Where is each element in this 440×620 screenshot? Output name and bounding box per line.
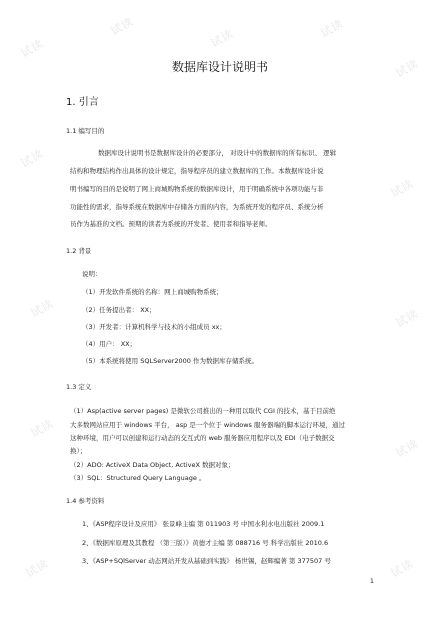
- definition-line: （3）SQL：Structured Query Language 。: [70, 474, 206, 482]
- watermark: 试读: [18, 146, 46, 171]
- watermark: 试读: [388, 176, 416, 201]
- reference-item: 2、《数据库原理及其教程 （第三版）》黄德才主编 第 088716 号 科学出版社 2010.6: [82, 539, 329, 547]
- background-item: （4）用户： XX；: [82, 340, 137, 348]
- definition-line: （1）Asp(active server pages) 是微软公司推出的一种用以取代 CGI 的技术，基于目前绝: [70, 407, 336, 415]
- paragraph-line: 员作为基准的文档。预期的读者为系统的开发者、使用者和指导老师。: [70, 220, 272, 228]
- watermark: 试读: [28, 416, 56, 441]
- watermark: 试读: [318, 16, 346, 41]
- background-intro: 说明：: [82, 270, 102, 278]
- page-number: 1: [369, 577, 374, 585]
- paragraph-line: 明书编写的目的是说明了网上商城购物系统的数据库设计，用于明确系统中各项功能与非: [70, 185, 324, 193]
- background-item: （3）开发者：计算机科学与技术的小组成员 xx；: [82, 323, 226, 331]
- definition-line: 换）；: [70, 447, 87, 455]
- paragraph-line: 结构和物理结构作出具体的设计规定，指导程序员的建立数据库的工作。本数据库设计说: [70, 167, 324, 175]
- definition-line: （2）ADO: ActiveX Data Object, ActiveX 数据对象；: [70, 461, 235, 469]
- watermark: 试读: [18, 36, 46, 61]
- paragraph-line: 数据库设计说明书是数据库设计的必要部分， 对设计中的数据库的所有标识、 逻辑: [98, 149, 337, 157]
- watermark: 试读: [393, 306, 421, 331]
- watermark: 试读: [23, 556, 51, 581]
- background-item: （2）任务提出者： XX；: [82, 306, 156, 314]
- section-heading-references: 1.4 参考资料: [66, 497, 105, 505]
- watermark: 试读: [208, 26, 236, 51]
- section-heading-introduction: 1. 引言: [66, 97, 99, 108]
- watermark: 试读: [28, 296, 56, 321]
- watermark: 试读: [108, 14, 136, 39]
- background-item: （5）本系统将使用 SQLServer2000 作为数据库存储系统。: [82, 357, 258, 365]
- document-title: 数据库设计说明书: [171, 60, 268, 74]
- section-heading-definitions: 1.3 定义: [66, 383, 92, 391]
- section-heading-purpose: 1.1 编写目的: [66, 127, 105, 135]
- watermark: 试读: [393, 436, 421, 461]
- reference-item: 3、《ASP+SQlServer 动态网站开发从基础到实践》 杨世锡，赵辉编著 第 377507 号: [82, 557, 331, 565]
- definition-line: 大多数网站应用于 windows 平台， asp 是一个位于 windows 服务器端的脚本运行环境，通过: [70, 421, 345, 429]
- reference-item: 1、《ASP程序设计及应用》 张景峰主编 第 011903 号 中国水利水电出版社 2009.1: [82, 520, 325, 528]
- paragraph-line: 功能性的需求，指导系统在数据库中存储各方面的内容，为系统开发的程序员、系统分析: [70, 203, 324, 211]
- watermark: 试读: [393, 56, 421, 81]
- definition-line: 这种环境，用户可以创建和运行动态的交互式的 web 服务器应用程序以及 EDI（电子数据交: [70, 434, 335, 442]
- section-heading-background: 1.2 背景: [66, 247, 92, 255]
- watermark: 试读: [388, 556, 416, 581]
- background-item: （1）开发软件系统的名称：网上商城购物系统；: [82, 288, 223, 296]
